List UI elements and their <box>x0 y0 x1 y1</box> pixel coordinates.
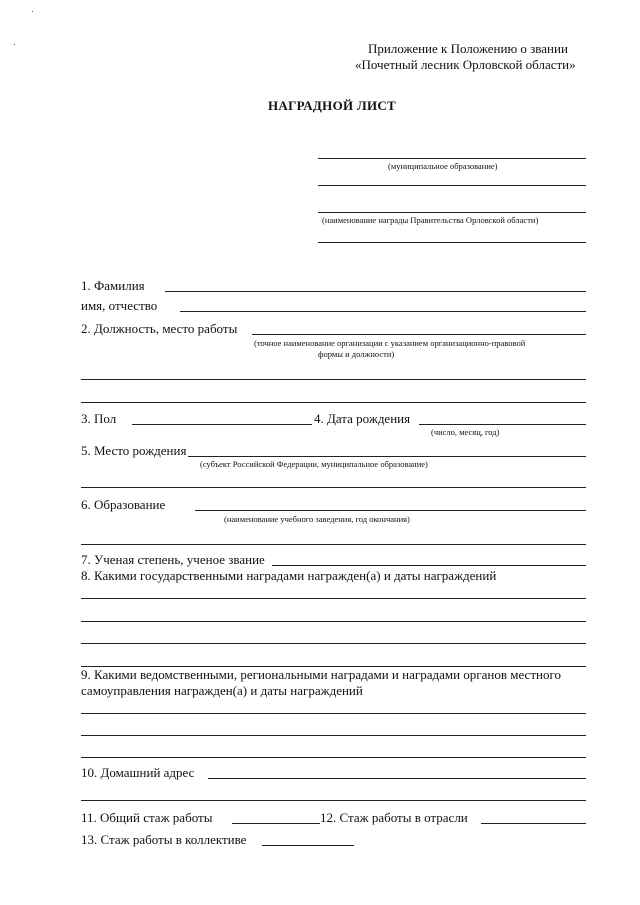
home-address-field-line[interactable] <box>208 778 586 779</box>
position-hint-1: (точное наименование организации с указанием организационно-правовой <box>254 338 526 348</box>
education-hint: (наименование учебного заведения, год окончания) <box>224 514 410 524</box>
regional-awards-label-1: 9. Какими ведомственными, региональными наградами и наградами органов местного <box>81 667 561 682</box>
appendix-line-2: «Почетный лесник Орловской области» <box>355 57 576 72</box>
municipality-field-line[interactable] <box>318 158 586 159</box>
education-field-line-2[interactable] <box>81 544 586 545</box>
appendix-line-1: Приложение к Положению о звании <box>368 41 568 56</box>
page-title: НАГРАДНОЙ ЛИСТ <box>268 98 397 113</box>
position-field-line-3[interactable] <box>81 402 586 403</box>
industry-experience-field-line[interactable] <box>481 823 586 824</box>
home-address-field-line-2[interactable] <box>81 800 586 801</box>
state-awards-label: 8. Какими государственными наградами награжден(а) и даты награждений <box>81 568 497 583</box>
birthplace-field-line-2[interactable] <box>81 487 586 488</box>
municipality-field-line-2[interactable] <box>318 185 586 186</box>
position-field-line[interactable] <box>252 334 586 335</box>
team-experience-label: 13. Стаж работы в коллективе <box>81 832 247 847</box>
position-hint-2: формы и должности) <box>318 349 395 359</box>
scan-mark <box>14 44 15 45</box>
birth-date-field-line[interactable] <box>419 424 586 425</box>
sex-label: 3. Пол <box>81 411 117 426</box>
position-label: 2. Должность, место работы <box>81 321 238 336</box>
first-middle-name-field-line[interactable] <box>180 311 586 312</box>
scan-mark <box>32 11 33 12</box>
total-experience-label: 11. Общий стаж работы <box>81 810 213 825</box>
total-experience-field-line[interactable] <box>232 823 320 824</box>
birth-date-label: 4. Дата рождения <box>314 411 411 426</box>
birthplace-field-line[interactable] <box>188 456 586 457</box>
state-awards-field-line-3[interactable] <box>81 643 586 644</box>
education-field-line[interactable] <box>195 510 586 511</box>
birthplace-hint: (субъект Российской Федерации, муниципальное образование) <box>200 459 428 469</box>
position-field-line-2[interactable] <box>81 379 586 380</box>
education-label: 6. Образование <box>81 497 166 512</box>
regional-awards-field-line-1[interactable] <box>81 713 586 714</box>
regional-awards-field-line-3[interactable] <box>81 757 586 758</box>
award-name-field-line-2[interactable] <box>318 242 586 243</box>
academic-degree-field-line[interactable] <box>272 565 586 566</box>
state-awards-field-line-1[interactable] <box>81 598 586 599</box>
industry-experience-label: 12. Стаж работы в отрасли <box>320 810 468 825</box>
academic-degree-label: 7. Ученая степень, ученое звание <box>81 552 265 567</box>
team-experience-field-line[interactable] <box>262 845 354 846</box>
municipality-hint: (муниципальное образование) <box>388 161 498 171</box>
surname-label: 1. Фамилия <box>81 278 145 293</box>
regional-awards-label-2: самоуправления награжден(а) и даты награждений <box>81 683 363 698</box>
surname-field-line[interactable] <box>165 291 586 292</box>
award-name-field-line[interactable] <box>318 212 586 213</box>
sex-field-line[interactable] <box>132 424 312 425</box>
award-name-hint: (наименование награды Правительства Орловской области) <box>322 215 539 225</box>
birthplace-label: 5. Место рождения <box>81 443 187 458</box>
regional-awards-field-line-2[interactable] <box>81 735 586 736</box>
birth-date-hint: (число, месяц, год) <box>431 427 500 437</box>
first-middle-name-label: имя, отчество <box>81 298 158 313</box>
state-awards-field-line-2[interactable] <box>81 621 586 622</box>
home-address-label: 10. Домашний адрес <box>81 765 195 780</box>
